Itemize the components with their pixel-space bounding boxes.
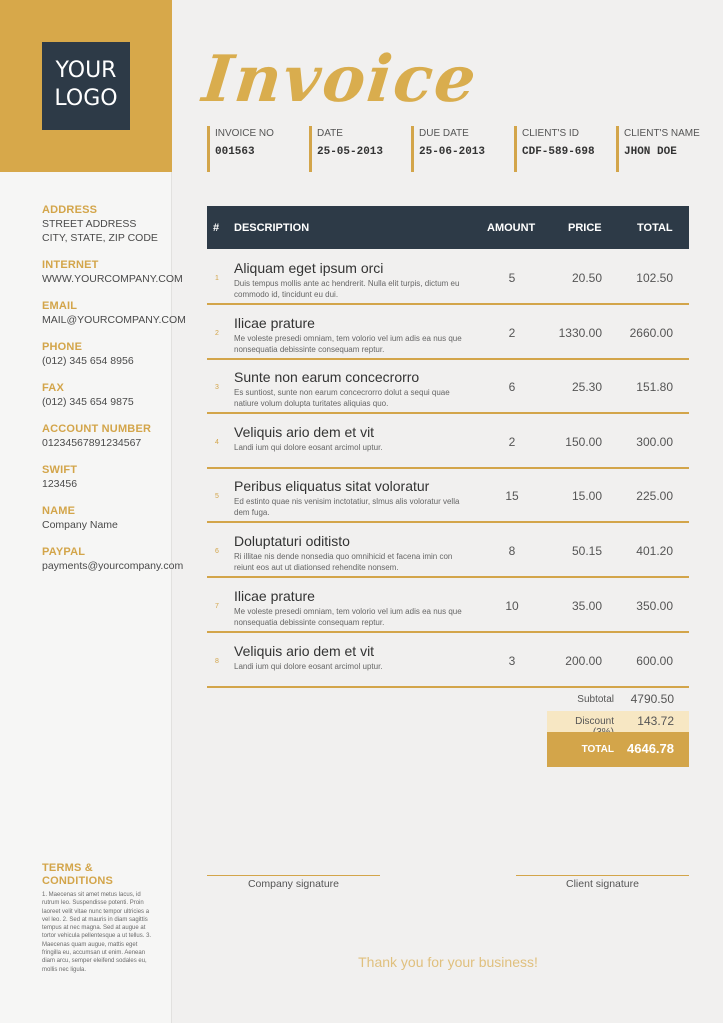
contact-value: MAIL@YOURCOMPANY.COM xyxy=(42,314,186,326)
row-amount: 15 xyxy=(505,489,519,503)
thank-you-note: Thank you for your business! xyxy=(358,954,538,970)
contact-swift xyxy=(42,464,167,491)
contact-label: PAYPAL xyxy=(42,546,86,558)
meta-value: CDF-589-698 xyxy=(522,146,595,158)
contact-value: Company Name xyxy=(42,519,118,531)
row-total: 151.80 xyxy=(636,380,673,394)
client-signature-line xyxy=(516,875,689,876)
row-description: Me voleste presedi omniam, tem volorio vel ium adis ea nus que nonsequatia debissinte consequam reptur. xyxy=(234,334,462,354)
row-price: 25.30 xyxy=(571,380,602,394)
logo-line-2: LOGO xyxy=(54,86,118,111)
row-description: Ri illitae nis dende nonsedia quo omnihicid et facena imin con reiunt eos aut ut diationsed rehendite nonsem. xyxy=(234,552,453,572)
row-amount: 8 xyxy=(508,544,516,558)
meta-label: DUE DATE xyxy=(419,128,469,139)
contact-fax xyxy=(42,382,167,409)
table-row xyxy=(207,360,689,414)
row-description: Duis tempus mollis ante ac hendrerit. Nulla elit turpis, dictum eu commodo id, tincidunt eu dui. xyxy=(234,279,460,299)
row-title: Ilicae prature xyxy=(234,588,315,604)
logo-band xyxy=(0,0,172,172)
row-number: 5 xyxy=(215,493,219,500)
row-amount: 10 xyxy=(505,599,519,613)
row-price: 15.00 xyxy=(571,489,602,503)
row-number: 3 xyxy=(215,384,219,391)
contact-email xyxy=(42,300,186,327)
row-price: 35.00 xyxy=(571,599,602,613)
row-description: Es suntiost, sunte non earum concecrorro dolut a sequi quae natiure volum dolupta turitates aliquias quo. xyxy=(234,388,450,408)
sidebar xyxy=(0,0,186,1023)
row-description: Landi ium qui dolore eosant arcimol uptur. xyxy=(234,443,383,452)
contact-label: ADDRESS xyxy=(42,204,98,216)
row-price: 150.00 xyxy=(565,435,602,449)
contact-name xyxy=(42,505,167,532)
meta-value: JHON DOE xyxy=(624,146,677,158)
meta-value: 25-05-2013 xyxy=(317,146,384,158)
row-number: 1 xyxy=(215,275,219,282)
contact-internet xyxy=(42,259,183,286)
row-amount: 2 xyxy=(508,435,516,449)
meta-due-date xyxy=(411,126,485,172)
contact-phone xyxy=(42,341,167,368)
table-row xyxy=(207,415,689,469)
contact-value: 123456 xyxy=(42,478,78,490)
col-description-header: DESCRIPTION xyxy=(234,222,310,234)
contact-account-number xyxy=(42,423,167,450)
row-price: 20.50 xyxy=(571,271,602,285)
row-price: 200.00 xyxy=(565,654,602,668)
contact-value: (012) 345 654 9875 xyxy=(42,396,134,408)
row-title: Veliquis ario dem et vit xyxy=(234,643,375,659)
row-number: 6 xyxy=(215,548,219,555)
terms-text: 1. Maecenas sit amet metus lacus, id rutrum leo. Suspendisse potenti. Proin laoreet velit vitae nunc tempor ultricies a vel leo. 2. Sed at mauris in diam sagittis tempus at nec magna. Sed at augue at tortor vehicula pellentesque a ut tellus. 3. Maecenas quam augue, mattis eget fringilla eu, accumsan ut enim. Aenean diam arcu, semper eleifend sodales eu, mollis nec ligula. xyxy=(42,892,152,973)
table-row xyxy=(207,469,689,523)
grand-total-value: 4646.78 xyxy=(627,741,674,756)
row-title: Doluptaturi oditisto xyxy=(234,533,350,549)
contact-value: CITY, STATE, ZIP CODE xyxy=(42,232,158,244)
client-signature-label: Client signature xyxy=(566,878,639,890)
contact-value: payments@yourcompany.com xyxy=(42,560,184,572)
subtotal-label: Subtotal xyxy=(577,694,614,705)
contact-label: EMAIL xyxy=(42,300,78,312)
col-amount-header: AMOUNT xyxy=(487,222,536,234)
row-number: 2 xyxy=(215,330,219,337)
row-description: Landi ium qui dolore eosant arcimol uptur. xyxy=(234,662,383,671)
row-number: 7 xyxy=(215,603,219,610)
contact-value: (012) 345 654 8956 xyxy=(42,355,134,367)
row-total: 600.00 xyxy=(636,654,673,668)
table-row xyxy=(207,251,689,305)
contact-value: STREET ADDRESS xyxy=(42,218,137,230)
table-row xyxy=(207,524,689,578)
row-amount: 5 xyxy=(508,271,516,285)
table-row xyxy=(207,306,689,360)
contact-label: ACCOUNT NUMBER xyxy=(42,423,152,435)
row-total: 225.00 xyxy=(636,489,673,503)
contact-label: SWIFT xyxy=(42,464,78,476)
meta-date xyxy=(309,126,383,172)
row-price: 50.15 xyxy=(571,544,602,558)
row-description: Ed estinto quae nis venisim inctotatiur, slmus alis voloratur vella dem fuga. xyxy=(234,497,460,517)
row-description: Me voleste presedi omniam, tem volorio vel ium adis ea nus que nonsequatia debissinte consequam reptur. xyxy=(234,607,462,627)
meta-label: CLIENT'S NAME xyxy=(624,128,700,139)
subtotal-value: 4790.50 xyxy=(630,692,674,706)
logo-line-1: YOUR xyxy=(55,58,117,83)
discount-value: 143.72 xyxy=(637,714,674,728)
meta-client-id xyxy=(514,126,595,172)
row-title: Veliquis ario dem et vit xyxy=(234,424,375,440)
meta-value: 001563 xyxy=(215,146,255,158)
row-price: 1330.00 xyxy=(558,326,602,340)
meta-invoice-no xyxy=(207,126,274,172)
company-logo xyxy=(42,42,130,130)
row-amount: 2 xyxy=(508,326,516,340)
col-price-header: PRICE xyxy=(568,222,602,234)
row-total: 350.00 xyxy=(636,599,673,613)
contact-info xyxy=(42,204,186,587)
invoice-title: Invoice xyxy=(199,42,482,117)
discount-label: Discount xyxy=(575,716,614,727)
row-title: Sunte non earum concecrorro xyxy=(234,369,420,385)
terms-and-conditions xyxy=(42,862,152,974)
company-signature-label: Company signature xyxy=(247,878,340,890)
meta-client-name xyxy=(616,126,700,172)
row-amount: 3 xyxy=(508,654,516,668)
meta-label: CLIENT'S ID xyxy=(522,128,579,139)
meta-value: 25-06-2013 xyxy=(419,146,486,158)
col-total-header: TOTAL xyxy=(637,222,673,234)
row-total: 300.00 xyxy=(636,435,673,449)
meta-label: DATE xyxy=(317,128,343,139)
contact-label: NAME xyxy=(42,505,76,517)
row-number: 4 xyxy=(215,439,219,446)
row-title: Ilicae prature xyxy=(234,315,315,331)
col-num-header: # xyxy=(213,222,220,234)
table-row xyxy=(207,634,689,688)
contact-label: PHONE xyxy=(42,341,83,353)
row-total: 2660.00 xyxy=(629,326,673,340)
meta-label: INVOICE NO xyxy=(215,128,274,139)
contact-address xyxy=(42,204,167,245)
terms-label: TERMS & CONDITIONS xyxy=(42,862,114,887)
row-total: 401.20 xyxy=(636,544,673,558)
contact-label: FAX xyxy=(42,382,64,394)
contact-paypal xyxy=(42,546,184,573)
table-row xyxy=(207,579,689,633)
contact-label: INTERNET xyxy=(42,259,99,271)
row-total: 102.50 xyxy=(636,271,673,285)
company-signature-line xyxy=(207,875,380,876)
grand-total-label: TOTAL xyxy=(581,744,614,755)
row-title: Peribus eliquatus sitat voloratur xyxy=(234,478,430,494)
contact-value: 01234567891234567 xyxy=(42,437,142,449)
row-title: Aliquam eget ipsum orci xyxy=(234,260,384,276)
items-table-header xyxy=(207,206,689,249)
row-amount: 6 xyxy=(508,380,516,394)
row-number: 8 xyxy=(215,658,219,665)
contact-value: WWW.YOURCOMPANY.COM xyxy=(42,273,183,285)
